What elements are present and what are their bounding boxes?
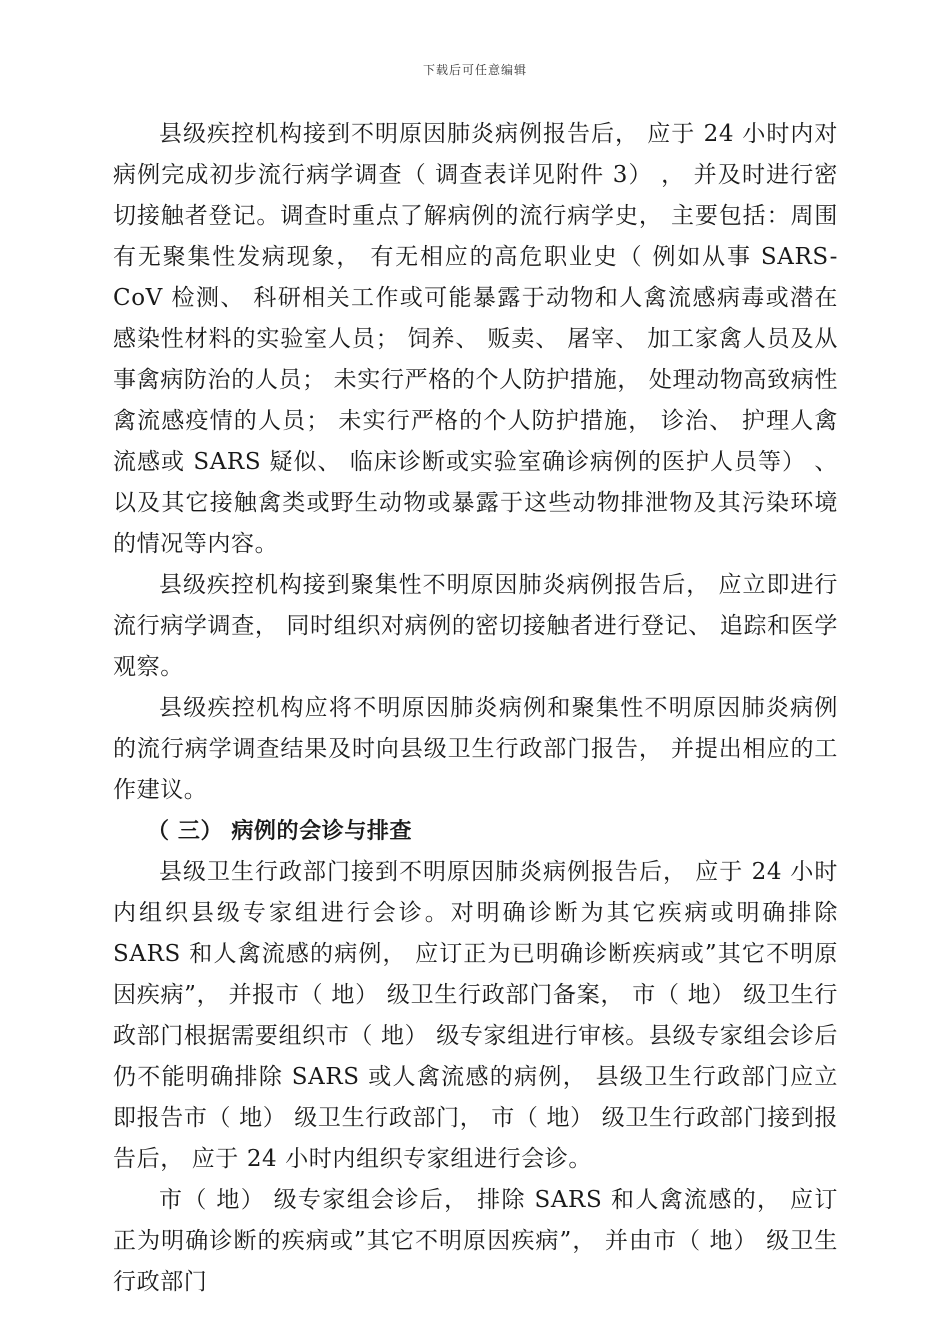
paragraph-epidemiological-investigation: 县级疾控机构接到不明原因肺炎病例报告后， 应于 24 小时内对病例完成初步流行病学调查（ 调查表详见附件 3） ， 并及时进行密切接触者登记。调查时重点了解病例的流行病学史， 主要包括：周围有无聚集性发病现象， 有无相应的高危职业史（ 例如从事 SARS-CoV 检测、 科研相关工作或可能暴露于动物和人禽流感病毒或潜在感染性材料的实验室人员； 饲养、 贩卖、 屠宰、 加工家禽人员及从事禽病防治的人员； 未实行严格的个人防护措施， 处理动物高致病性禽流感疫情的人员； 未实行严格的个人防护措施， 诊治、 护理人禽流感或 SARS 疑似、 临床诊断或实验室确诊病例的医护人员等） 、 以及其它接触禽类或野生动物或暴露于这些动物排泄物及其污染环境的情况等内容。 [113, 121, 838, 557]
paragraph-county-consultation: 县级卫生行政部门接到不明原因肺炎病例报告后， 应于 24 小时内组织县级专家组进行会诊。对明确诊断为其它疾病或明确排除 SARS 和人禽流感的病例， 应订正为已明确诊断疾病或”其它不明原因疾病”， 并报市（ 地） 级卫生行政部门备案， 市（ 地） 级卫生行政部门根据需要组织市（ 地） 级专家组进行审核。县级专家组会诊后仍不能明确排除 SARS 或人禽流感的病例， 县级卫生行政部门应立即报告市（ 地） 级卫生行政部门， 市（ 地） 级卫生行政部门接到报告后， 应于 24 小时内组织专家组进行会诊。 [113, 859, 838, 1172]
paragraph-report-results: 县级疾控机构应将不明原因肺炎病例和聚集性不明原因肺炎病例的流行病学调查结果及时向县级卫生行政部门报告， 并提出相应的工作建议。 [113, 695, 838, 803]
page-header: 下载后可任意编辑 [422, 63, 527, 77]
paragraph-city-consultation: 市（ 地） 级专家组会诊后， 排除 SARS 和人禽流感的， 应订正为明确诊断的疾病或”其它不明原因疾病”， 并由市（ 地） 级卫生行政部门 [113, 1187, 838, 1295]
paragraph-cluster-investigation: 县级疾控机构接到聚集性不明原因肺炎病例报告后， 应立即进行流行病学调查， 同时组织对病例的密切接触者进行登记、 追踪和医学观察。 [113, 572, 838, 680]
document-body [113, 114, 838, 1303]
section-heading-consultation: （ 三） 病例的会诊与排查 [147, 819, 413, 844]
